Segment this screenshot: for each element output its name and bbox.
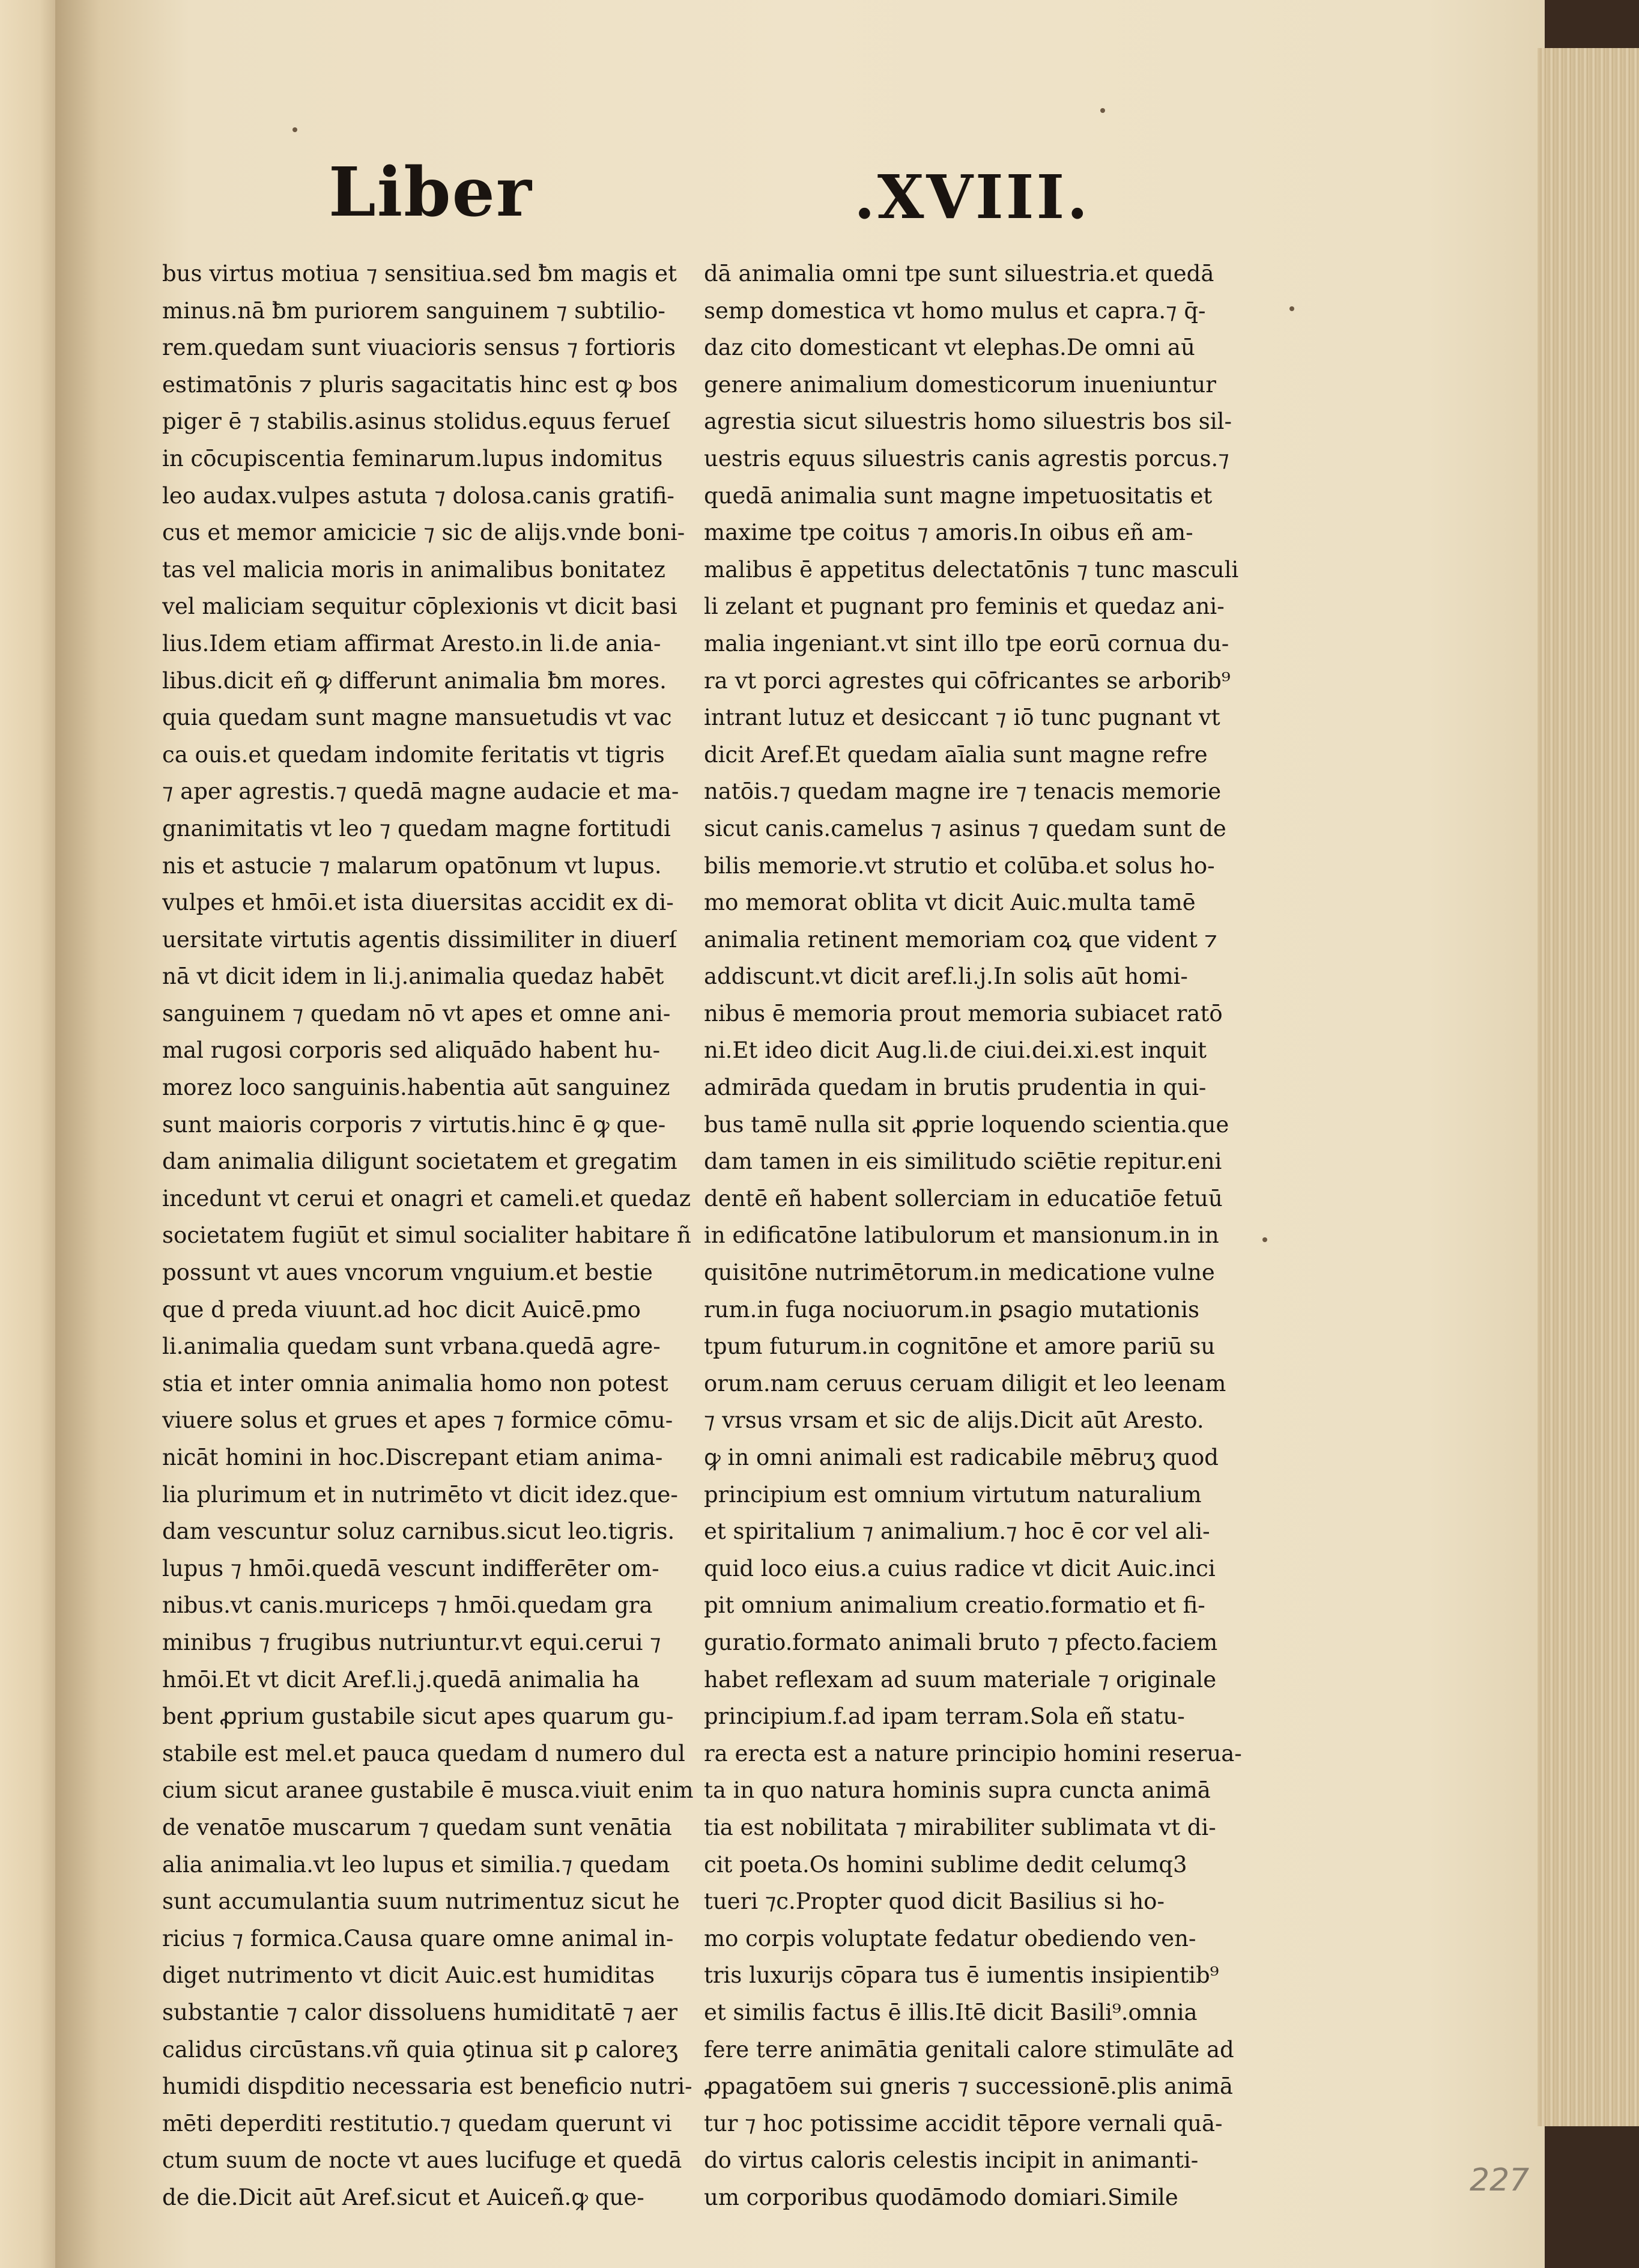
text-line: libus.dicit eñ ꝙ differunt animalia ƀm mores. (162, 667, 667, 694)
text-line: in cōcupiscentia feminarum.lupus indomitus (162, 445, 663, 471)
text-line: humidi dispditio necessaria est beneficio nutri- (162, 2073, 692, 2100)
text-line: bus tamē nulla sit ꝓprie loquendo scientia.que (704, 1111, 1229, 1138)
text-line: quia quedam sunt magne mansuetudis vt vac (162, 705, 672, 731)
text-line: hmōi.Et vt dicit Aref.li.j.quedā animalia ha (162, 1666, 640, 1693)
text-line: nā vt dicit idem in li.j.animalia quedaz habēt (162, 963, 664, 990)
text-line: societatem fugiūt et simul socialiter habitare ñ (162, 1222, 691, 1249)
text-line: malia ingeniant.vt sint illo tpe eorū cornua du- (704, 630, 1229, 656)
text-line: mal rugosi corporis sed aliquādo habent hu- (162, 1037, 661, 1064)
text-line: sanguinem ⁊ quedam nō vt apes et omne ani- (162, 1000, 671, 1026)
text-line: viuere solus et grues et apes ⁊ formice cōmu- (162, 1407, 673, 1434)
page-edges (1538, 48, 1639, 2126)
text-line: genere animalium domesticorum inueniuntur (704, 371, 1216, 398)
text-line: admirāda quedam in brutis prudentia in qui- (704, 1075, 1207, 1101)
text-line: tia est nobilitata ⁊ mirabiliter sublimata vt di- (704, 1814, 1216, 1840)
running-head-book-number: .XVIII. (854, 162, 1091, 232)
text-line: guratio.formato animali bruto ⁊ pfecto.faciem (704, 1629, 1218, 1655)
text-line: bus virtus motiua ⁊ sensitiua.sed ƀm magis et (162, 261, 677, 287)
text-line: tueri ⁊c.Propter quod dicit Basilius si ho- (704, 1888, 1165, 1915)
text-line: de die.Dicit aūt Aref.sicut et Auiceñ.ꝙ que- (162, 2184, 644, 2210)
text-line: uestris equus siluestris canis agrestis porcus.⁊ (704, 445, 1229, 471)
paper-speck (1262, 1237, 1267, 1242)
text-line: addiscunt.vt dicit aref.li.j.In solis aūt homi- (704, 963, 1188, 990)
text-line: semp domestica vt homo mulus et capra.⁊ q̄- (704, 297, 1206, 324)
running-head-liber: Liber (329, 153, 533, 232)
text-line: ꝙ in omni animali est radicabile mēbruʒ quod (704, 1445, 1219, 1470)
text-line: sicut canis.camelus ⁊ asinus ⁊ quedam sunt de (704, 815, 1226, 841)
text-line: mo corpis voluptate fedatur obediendo ven- (704, 1925, 1196, 1951)
text-line: quisitōne nutrimētorum.in medicatione vulne (704, 1260, 1215, 1286)
text-line: et similis factus ē illis.Itē dicit Basili⁹.omnia (704, 1999, 1198, 2025)
text-line: principium.f.ad ipam terram.Sola eñ statu- (704, 1703, 1185, 1730)
text-line: dā animalia omni tpe sunt siluestria.et quedā (704, 261, 1214, 287)
text-line: orum.nam ceruus ceruam diligit et leo leenam (704, 1370, 1226, 1396)
text-line: dicit Aref.Et quedam aīalia sunt magne refre (704, 741, 1208, 768)
text-line: in edificatōne latibulorum et mansionum.in in (704, 1222, 1219, 1249)
text-line: ta in quo natura hominis supra cuncta animā (704, 1777, 1211, 1804)
text-line: cium sicut aranee gustabile ē musca.viuit enim (162, 1777, 694, 1804)
text-line: dam tamen in eis similitudo sciētie repitur.eni (704, 1148, 1222, 1175)
paper-speck (292, 127, 297, 132)
text-line: mēti deperditi restitutio.⁊ quedam querunt vi (162, 2110, 672, 2136)
text-line: rem.quedam sunt viuacioris sensus ⁊ fortioris (162, 335, 676, 361)
text-line: um corporibus quodāmodo domiari.Simile (704, 2184, 1178, 2210)
text-line: sunt maioris corporis ⁊ virtutis.hinc ē ꝙ que- (162, 1111, 666, 1138)
text-line: stia et inter omnia animalia homo non potest (162, 1370, 668, 1396)
text-line: tpum futurum.in cognitōne et amore pariū su (704, 1333, 1216, 1360)
text-line: minibus ⁊ frugibus nutriuntur.vt equi.cerui ⁊ (162, 1629, 661, 1655)
text-line: nibus ē memoria prout memoria subiacet ratō (704, 1000, 1223, 1026)
text-line: possunt vt aues vncorum vnguium.et bestie (162, 1260, 653, 1286)
text-line: intrant lutuz et desiccant ⁊ iō tunc pugnant vt (704, 705, 1220, 731)
text-line: dam animalia diligunt societatem et gregatim (162, 1148, 677, 1175)
text-line: pit omnium animalium creatio.formatio et fi- (704, 1592, 1205, 1619)
text-line: nis et astucie ⁊ malarum opatōnum vt lupus. (162, 852, 662, 879)
text-line: que d preda viuunt.ad hoc dicit Auicē.pmo (162, 1296, 641, 1323)
text-line: dam vescuntur soluz carnibus.sicut leo.tigris. (162, 1518, 675, 1545)
running-head (55, 153, 1545, 243)
text-line: lupus ⁊ hmōi.quedā vescunt indifferēter om- (162, 1555, 659, 1581)
text-line: nibus.vt canis.muriceps ⁊ hmōi.quedam gra (162, 1592, 653, 1619)
text-line: incedunt vt cerui et onagri et cameli.et quedaz (162, 1185, 691, 1211)
text-line: calidus circūstans.vñ quia ꝯtinua sit ꝑ caloreʒ (162, 2036, 678, 2063)
paper-speck (1100, 108, 1105, 113)
text-line: malibus ē appetitus delectatōnis ⁊ tunc masculi (704, 556, 1239, 583)
pencil-foliation: 227 (1470, 2162, 1530, 2198)
text-line: tris luxurijs cōpara tus ē iumentis insipientib⁹ (704, 1962, 1219, 1989)
text-line: morez loco sanguinis.habentia aūt sanguinez (162, 1075, 670, 1101)
text-line: piger ē ⁊ stabilis.asinus stolidus.equus ferueſ (162, 408, 671, 435)
text-column-right (704, 255, 1256, 2216)
text-line: de venatōe muscarum ⁊ quedam sunt venātia (162, 1814, 672, 1840)
text-line: alia animalia.vt leo lupus et similia.⁊ quedam (162, 1851, 670, 1878)
text-line: natōis.⁊ quedam magne ire ⁊ tenacis memorie (704, 778, 1222, 805)
text-line: et spiritalium ⁊ animalium.⁊ hoc ē cor vel ali- (704, 1518, 1210, 1545)
text-line: diget nutrimento vt dicit Auic.est humiditas (162, 1962, 655, 1989)
text-line: rum.in fuga nociuorum.in ꝑsagio mutationis (704, 1296, 1199, 1323)
text-line: minus.nā ƀm puriorem sanguinem ⁊ subtilio- (162, 297, 665, 324)
text-line: estimatōnis ⁊ pluris sagacitatis hinc est ꝙ bos (162, 371, 678, 398)
text-line: vulpes et hmōi.et ista diuersitas accidit ex di- (162, 890, 674, 916)
text-line: do virtus caloris celestis incipit in animanti- (704, 2147, 1199, 2174)
text-line: li.animalia quedam sunt vrbana.quedā agre- (162, 1333, 661, 1360)
text-line: tas vel malicia moris in animalibus bonitatez (162, 556, 665, 583)
text-line: agrestia sicut siluestris homo siluestris bos sil- (704, 408, 1232, 435)
text-line: principium est omnium virtutum naturalium (704, 1481, 1202, 1508)
text-line: quedā animalia sunt magne impetuositatis et (704, 482, 1213, 509)
text-line: cus et memor amicicie ⁊ sic de alijs.vnde boni- (162, 520, 685, 546)
text-line: lia plurimum et in nutrimēto vt dicit idez.que- (162, 1481, 678, 1508)
text-line: tur ⁊ hoc potissime accidit tēpore vernali quā- (704, 2110, 1223, 2136)
text-line: ꝓpagatōem sui gneris ⁊ successionē.plis animā (704, 2073, 1233, 2100)
text-line: daz cito domesticant vt elephas.De omni aū (704, 335, 1195, 361)
text-line: maxime tpe coitus ⁊ amoris.In oibus eñ am- (704, 520, 1193, 546)
text-line: ⁊ vrsus vrsam et sic de alijs.Dicit aūt Aresto. (704, 1407, 1204, 1434)
text-line: stabile est mel.et pauca quedam d numero dul (162, 1740, 685, 1766)
text-line: mo memorat oblita vt dicit Auic.multa tamē (704, 890, 1196, 916)
text-line: gnanimitatis vt leo ⁊ quedam magne fortitudi (162, 815, 671, 841)
text-line: ra vt porci agrestes qui cōfricantes se arborib⁹ (704, 667, 1231, 694)
text-line: ctum suum de nocte vt aues lucifuge et quedā (162, 2147, 682, 2174)
text-line: uersitate virtutis agentis dissimiliter in diuerſ (162, 926, 677, 953)
text-line: quid loco eius.a cuius radice vt dicit Auic.inci (704, 1555, 1216, 1581)
text-line: substantie ⁊ calor dissoluens humiditatē ⁊ aer (162, 1999, 678, 2025)
text-line: sunt accumulantia suum nutrimentuz sicut he (162, 1888, 680, 1915)
text-line: ⁊ aper agrestis.⁊ quedā magne audacie et ma- (162, 778, 679, 805)
text-line: ni.Et ideo dicit Aug.li.de ciui.dei.xi.est inquit (704, 1037, 1207, 1064)
text-line: li zelant et pugnant pro feminis et quedaz ani- (704, 593, 1225, 620)
book-page (55, 0, 1545, 2268)
text-line: fere terre animātia genitali calore stimulāte ad (704, 2036, 1234, 2063)
paper-speck (1289, 306, 1294, 311)
text-line: vel maliciam sequitur cōplexionis vt dicit basi (162, 593, 677, 620)
text-line: cit poeta.Os homini sublime dedit celumq3 (704, 1851, 1187, 1878)
text-line: nicāt homini in hoc.Discrepant etiam anima- (162, 1445, 663, 1470)
text-line: bilis memorie.vt strutio et colūba.et solus ho- (704, 852, 1215, 879)
text-line: ca ouis.et quedam indomite feritatis vt tigris (162, 741, 665, 768)
text-column-left (162, 255, 715, 2216)
text-line: ricius ⁊ formica.Causa quare omne animal in- (162, 1925, 674, 1951)
text-line: ra erecta est a nature principio homini reserua- (704, 1740, 1242, 1766)
text-line: animalia retinent memoriam coꝝ que vident ⁊ (704, 926, 1217, 953)
text-line: lius.Idem etiam affirmat Aresto.in li.de ania- (162, 630, 661, 656)
text-line: bent ꝓprium gustabile sicut apes quarum gu- (162, 1703, 674, 1730)
text-line: habet reflexam ad suum materiale ⁊ originale (704, 1666, 1217, 1693)
text-line: dentē eñ habent sollerciam in educatiōe fetuū (704, 1185, 1223, 1211)
text-line: leo audax.vulpes astuta ⁊ dolosa.canis gratifi- (162, 482, 674, 509)
